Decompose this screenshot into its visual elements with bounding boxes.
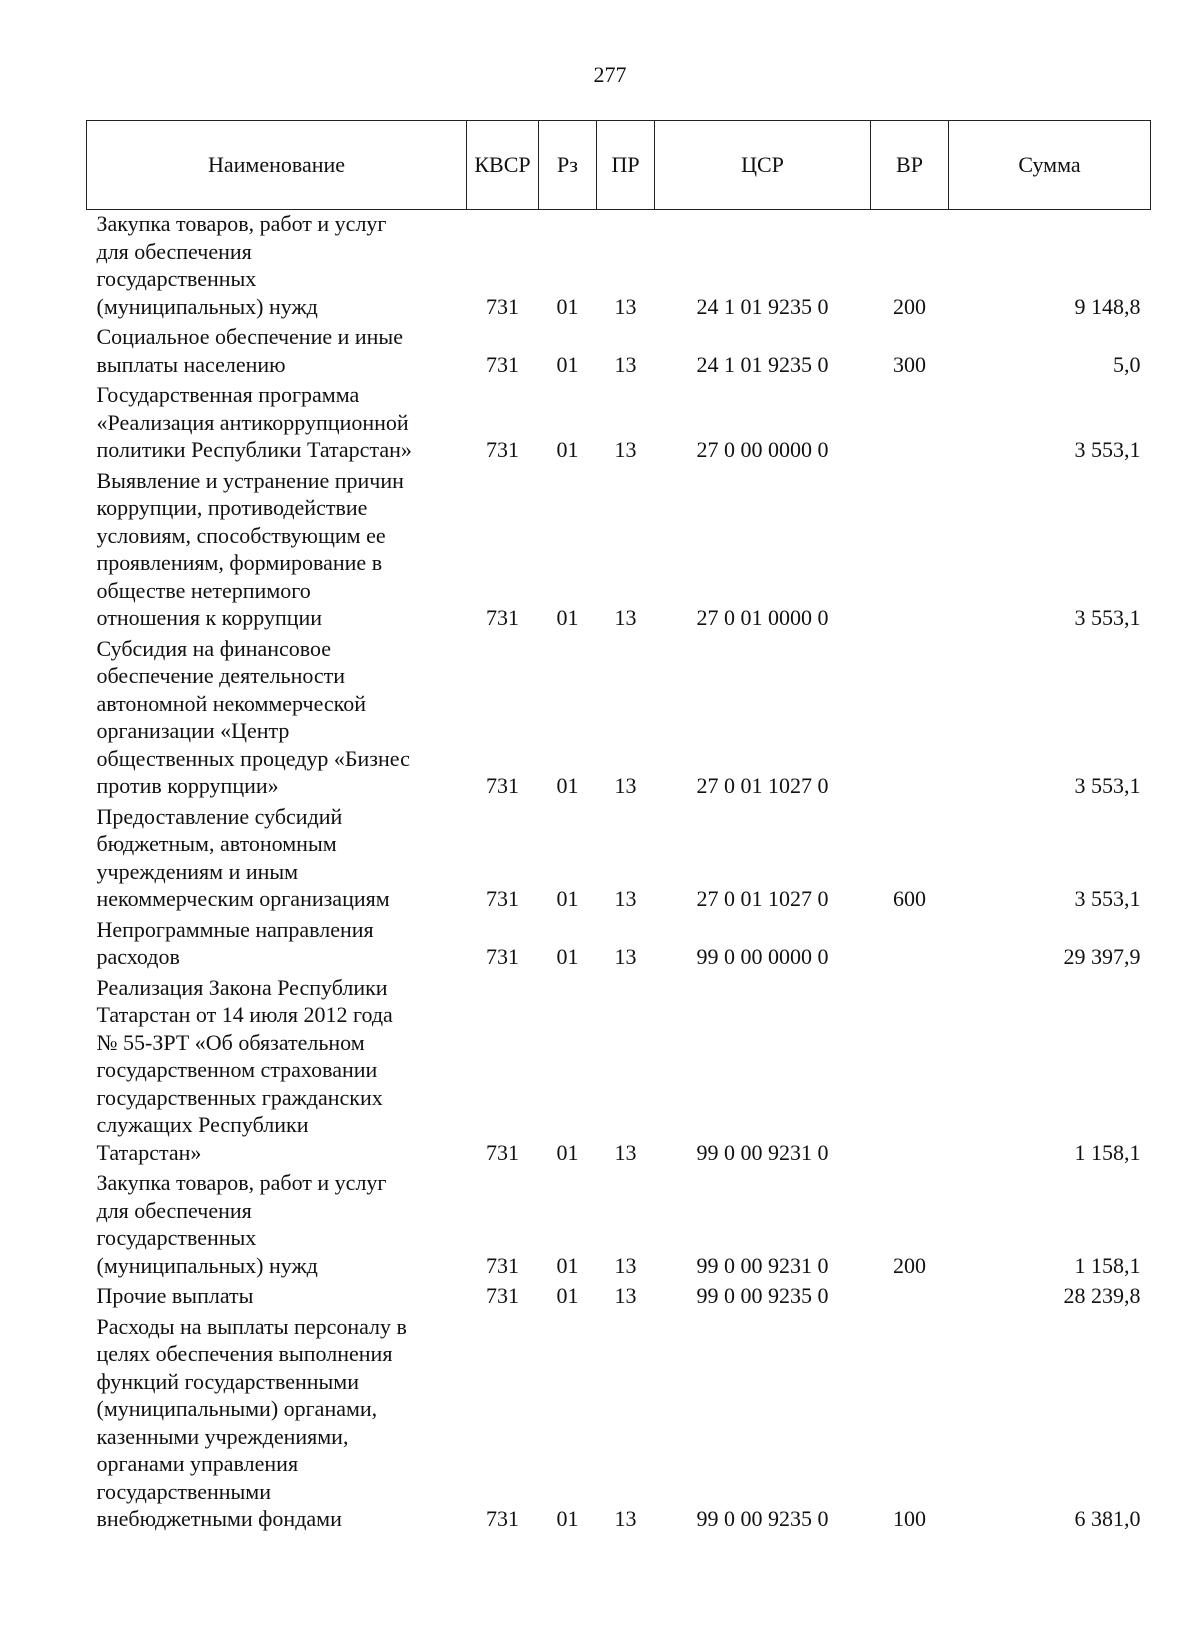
row-kvsr: 731: [486, 1506, 519, 1531]
row-csr: 27 0 01 1027 0: [696, 773, 829, 798]
budget-table-container: [86, 120, 1150, 1536]
header-csr: ЦСР: [655, 121, 871, 210]
row-rz: 01: [556, 1283, 579, 1308]
header-rz: Рз: [539, 121, 597, 210]
row-pr: 13: [614, 944, 637, 969]
row-sum: 3 553,1: [1074, 437, 1141, 462]
row-pr: 13: [614, 605, 637, 630]
row-kvsr: 731: [486, 773, 519, 798]
row-sum: 5,0: [1113, 351, 1141, 377]
row-name: Выявление и устранение причин коррупции, противодействие условиям, способствующим ее проявлениям, формирование в обществе нетерпимого отношения к коррупции: [96, 467, 404, 630]
row-vr: [871, 916, 949, 974]
row-csr: 99 0 00 9235 0: [696, 1506, 829, 1531]
row-csr: 27 0 01 1027 0: [696, 886, 829, 911]
table-row: [87, 635, 1151, 803]
row-pr: 13: [614, 886, 637, 911]
row-rz: 01: [556, 437, 579, 462]
page-number: 277: [593, 62, 627, 87]
row-sum: 3 553,1: [1074, 773, 1141, 798]
row-csr: 99 0 00 9231 0: [696, 1139, 829, 1165]
table-row: [87, 1169, 1151, 1282]
row-rz: 01: [556, 1252, 579, 1278]
row-pr: 13: [614, 1252, 637, 1278]
row-rz: 01: [556, 605, 579, 630]
row-sum: 6 381,0: [1074, 1506, 1141, 1531]
row-vr: [871, 381, 949, 467]
row-rz: 01: [556, 351, 579, 377]
row-pr: 13: [614, 437, 637, 462]
header-vr: ВР: [871, 121, 949, 210]
row-vr: [871, 974, 949, 1170]
row-kvsr: 731: [486, 1139, 519, 1165]
row-kvsr: 731: [486, 1252, 519, 1278]
row-vr: 300: [893, 351, 926, 377]
row-pr: 13: [614, 293, 637, 319]
row-kvsr: 731: [486, 351, 519, 377]
row-pr: 13: [614, 1506, 637, 1531]
table-row: [87, 381, 1151, 467]
row-csr: 27 0 01 0000 0: [696, 605, 829, 630]
row-name: Социальное обеспечение и иные выплаты населению: [96, 324, 403, 377]
row-name: Субсидия на финансовое обеспечение деятельности автономной некоммерческой организации «Центр общественных процедур «Бизнес против коррупции»: [96, 635, 410, 798]
table-row: [87, 1313, 1151, 1536]
row-kvsr: 731: [486, 944, 519, 969]
row-rz: 01: [556, 773, 579, 798]
row-name: Закупка товаров, работ и услуг для обеспечения государственных (муниципальных) нужд: [96, 1170, 387, 1278]
header-name: Наименование: [87, 121, 467, 210]
row-pr: 13: [614, 1283, 637, 1308]
row-kvsr: 731: [486, 886, 519, 911]
row-csr: 99 0 00 0000 0: [696, 944, 829, 969]
table-row: [87, 467, 1151, 635]
row-vr: [871, 635, 949, 803]
row-kvsr: 731: [486, 1283, 519, 1308]
row-csr: 99 0 00 9235 0: [696, 1283, 829, 1308]
row-name: Реализация Закона Республики Татарстан от 14 июля 2012 года № 55-ЗРТ «Об обязательном государственном страховании государственных гражданских служащих Республики Татарстан»: [96, 974, 393, 1165]
header-sum: Сумма: [949, 121, 1151, 210]
row-vr: [871, 1282, 949, 1313]
row-rz: 01: [556, 1139, 579, 1165]
row-rz: 01: [556, 1506, 579, 1531]
header-row: [87, 121, 1151, 210]
row-name: Государственная программа «Реализация антикоррупционной политики Республики Татарстан»: [96, 382, 412, 462]
table-row: [87, 916, 1151, 974]
table-row: [87, 210, 1151, 324]
row-csr: 99 0 00 9231 0: [696, 1252, 829, 1278]
row-sum: 3 553,1: [1074, 605, 1141, 630]
row-name: Непрограммные направления расходов: [96, 916, 374, 969]
row-name: Прочие выплаты: [96, 1283, 254, 1308]
row-vr: 200: [893, 1252, 926, 1278]
table-row: [87, 974, 1151, 1170]
row-sum: 1 158,1: [1074, 1252, 1141, 1278]
row-rz: 01: [556, 944, 579, 969]
table-body: [87, 210, 1151, 1536]
row-sum: 28 239,8: [1063, 1283, 1141, 1308]
row-csr: 24 1 01 9235 0: [696, 351, 829, 377]
row-name: Расходы на выплаты персоналу в целях обеспечения выполнения функций государственными (муниципальными) органами, казенными учреждениями, органами управления государственными внебюджетными фондами: [96, 1313, 407, 1531]
row-csr: 24 1 01 9235 0: [696, 293, 829, 319]
row-pr: 13: [614, 1139, 637, 1165]
table-row: [87, 1282, 1151, 1313]
row-kvsr: 731: [486, 293, 519, 319]
row-name: Предоставление субсидий бюджетным, автономным учреждениям и иным некоммерческим организациям: [96, 803, 390, 911]
row-sum: 1 158,1: [1074, 1139, 1141, 1165]
row-vr: 200: [893, 293, 926, 319]
row-rz: 01: [556, 293, 579, 319]
row-csr: 27 0 00 0000 0: [696, 437, 829, 462]
row-sum: 3 553,1: [1074, 886, 1141, 911]
row-kvsr: 731: [486, 605, 519, 630]
row-pr: 13: [614, 773, 637, 798]
table-row: [87, 803, 1151, 916]
row-pr: 13: [614, 351, 637, 377]
row-sum: 9 148,8: [1074, 293, 1141, 319]
row-rz: 01: [556, 886, 579, 911]
row-vr: 600: [893, 886, 926, 911]
table-row: [87, 323, 1151, 381]
header-kvsr: КВСР: [467, 121, 539, 210]
table-header: [87, 121, 1151, 210]
header-pr: ПР: [597, 121, 655, 210]
row-name: Закупка товаров, работ и услуг для обеспечения государственных (муниципальных) нужд: [96, 211, 387, 319]
row-kvsr: 731: [486, 437, 519, 462]
row-vr: [871, 467, 949, 635]
row-vr: 100: [893, 1506, 926, 1531]
row-sum: 29 397,9: [1063, 944, 1141, 969]
budget-table: [86, 120, 1151, 1536]
